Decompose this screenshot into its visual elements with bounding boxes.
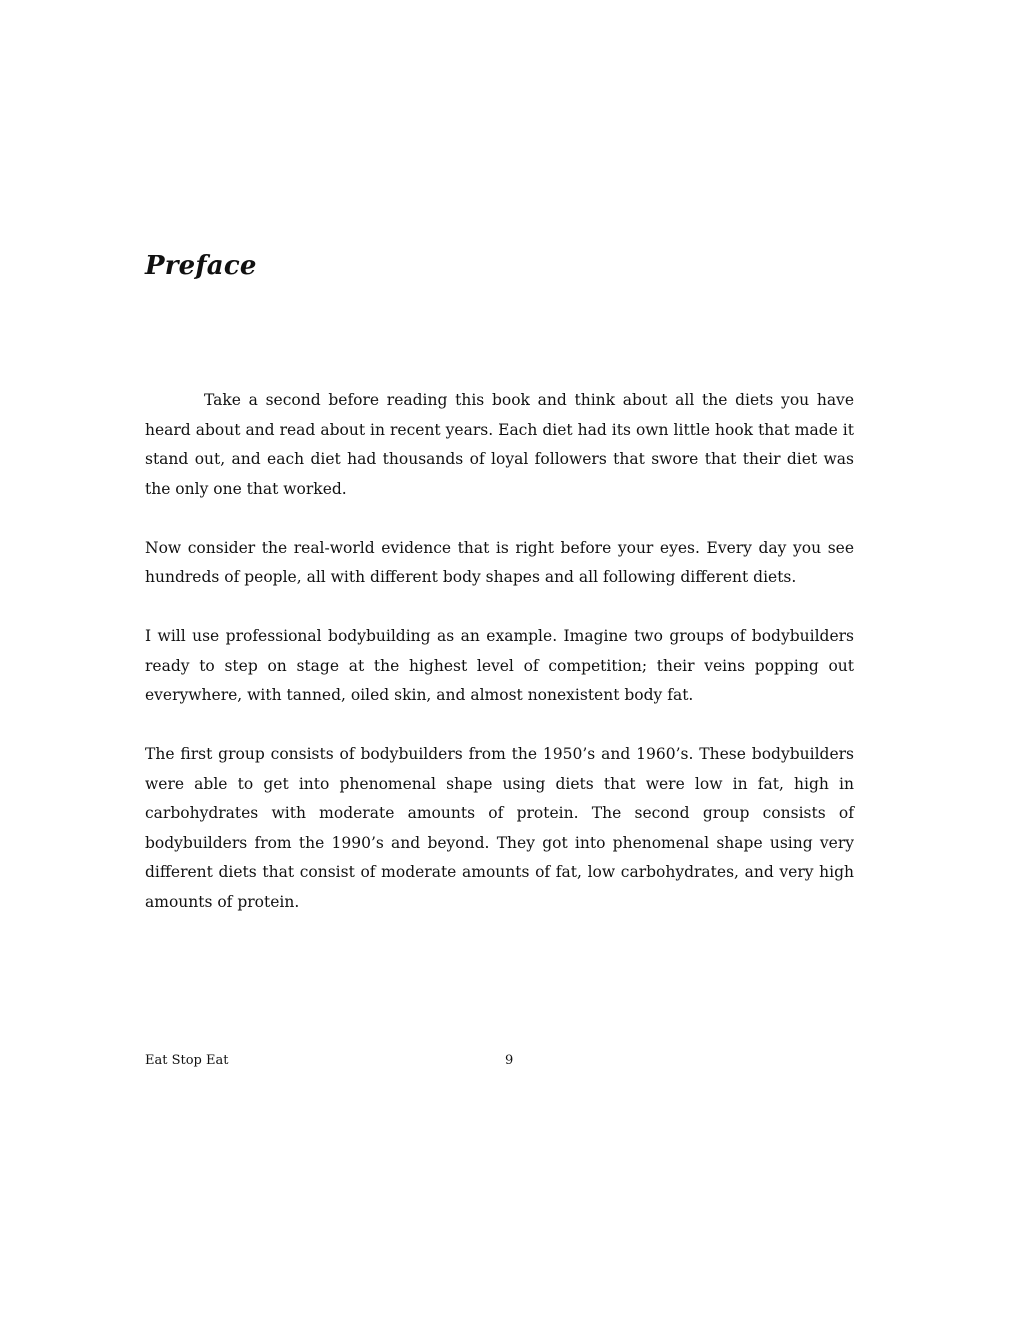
paragraph-3: I will use professional bodybuilding as an example. Imagine two groups of bodybuilders ready to step on stage at the highest level of competition; their veins popping out everywhere, with tanned, oiled skin, and almost nonexistent body fat. xyxy=(145,627,854,704)
footer-book-title: Eat Stop Eat xyxy=(145,1053,229,1068)
paragraph-2: Now consider the real-world evidence that is right before your eyes. Every day you see hundreds of people, all with different body shapes and all following different diets. xyxy=(145,538,854,586)
paragraph-4: The first group consists of bodybuilders from the 1950’s and 1960’s. These bodybuilders were able to get into phenomenal shape using diets that were low in fat, high in carbohydrates with moderate amounts of protein. The second group consists of bodybuilders from the 1990’s and beyond. They got into phenomenal shape using very different diets that consist of moderate amounts of fat, low carbohydrates, and very high amounts of protein. xyxy=(145,745,854,911)
paragraph-1: Take a second before reading this book and think about all the diets you have heard about and read about in recent years. Each diet had its own little hook that made it stand out, and each diet had thousands of loyal followers that swore that their diet was the only one that worked. xyxy=(145,391,854,498)
footer-page-number: 9 xyxy=(505,1053,514,1068)
page-title: Preface xyxy=(145,251,257,281)
body-text xyxy=(145,386,854,947)
